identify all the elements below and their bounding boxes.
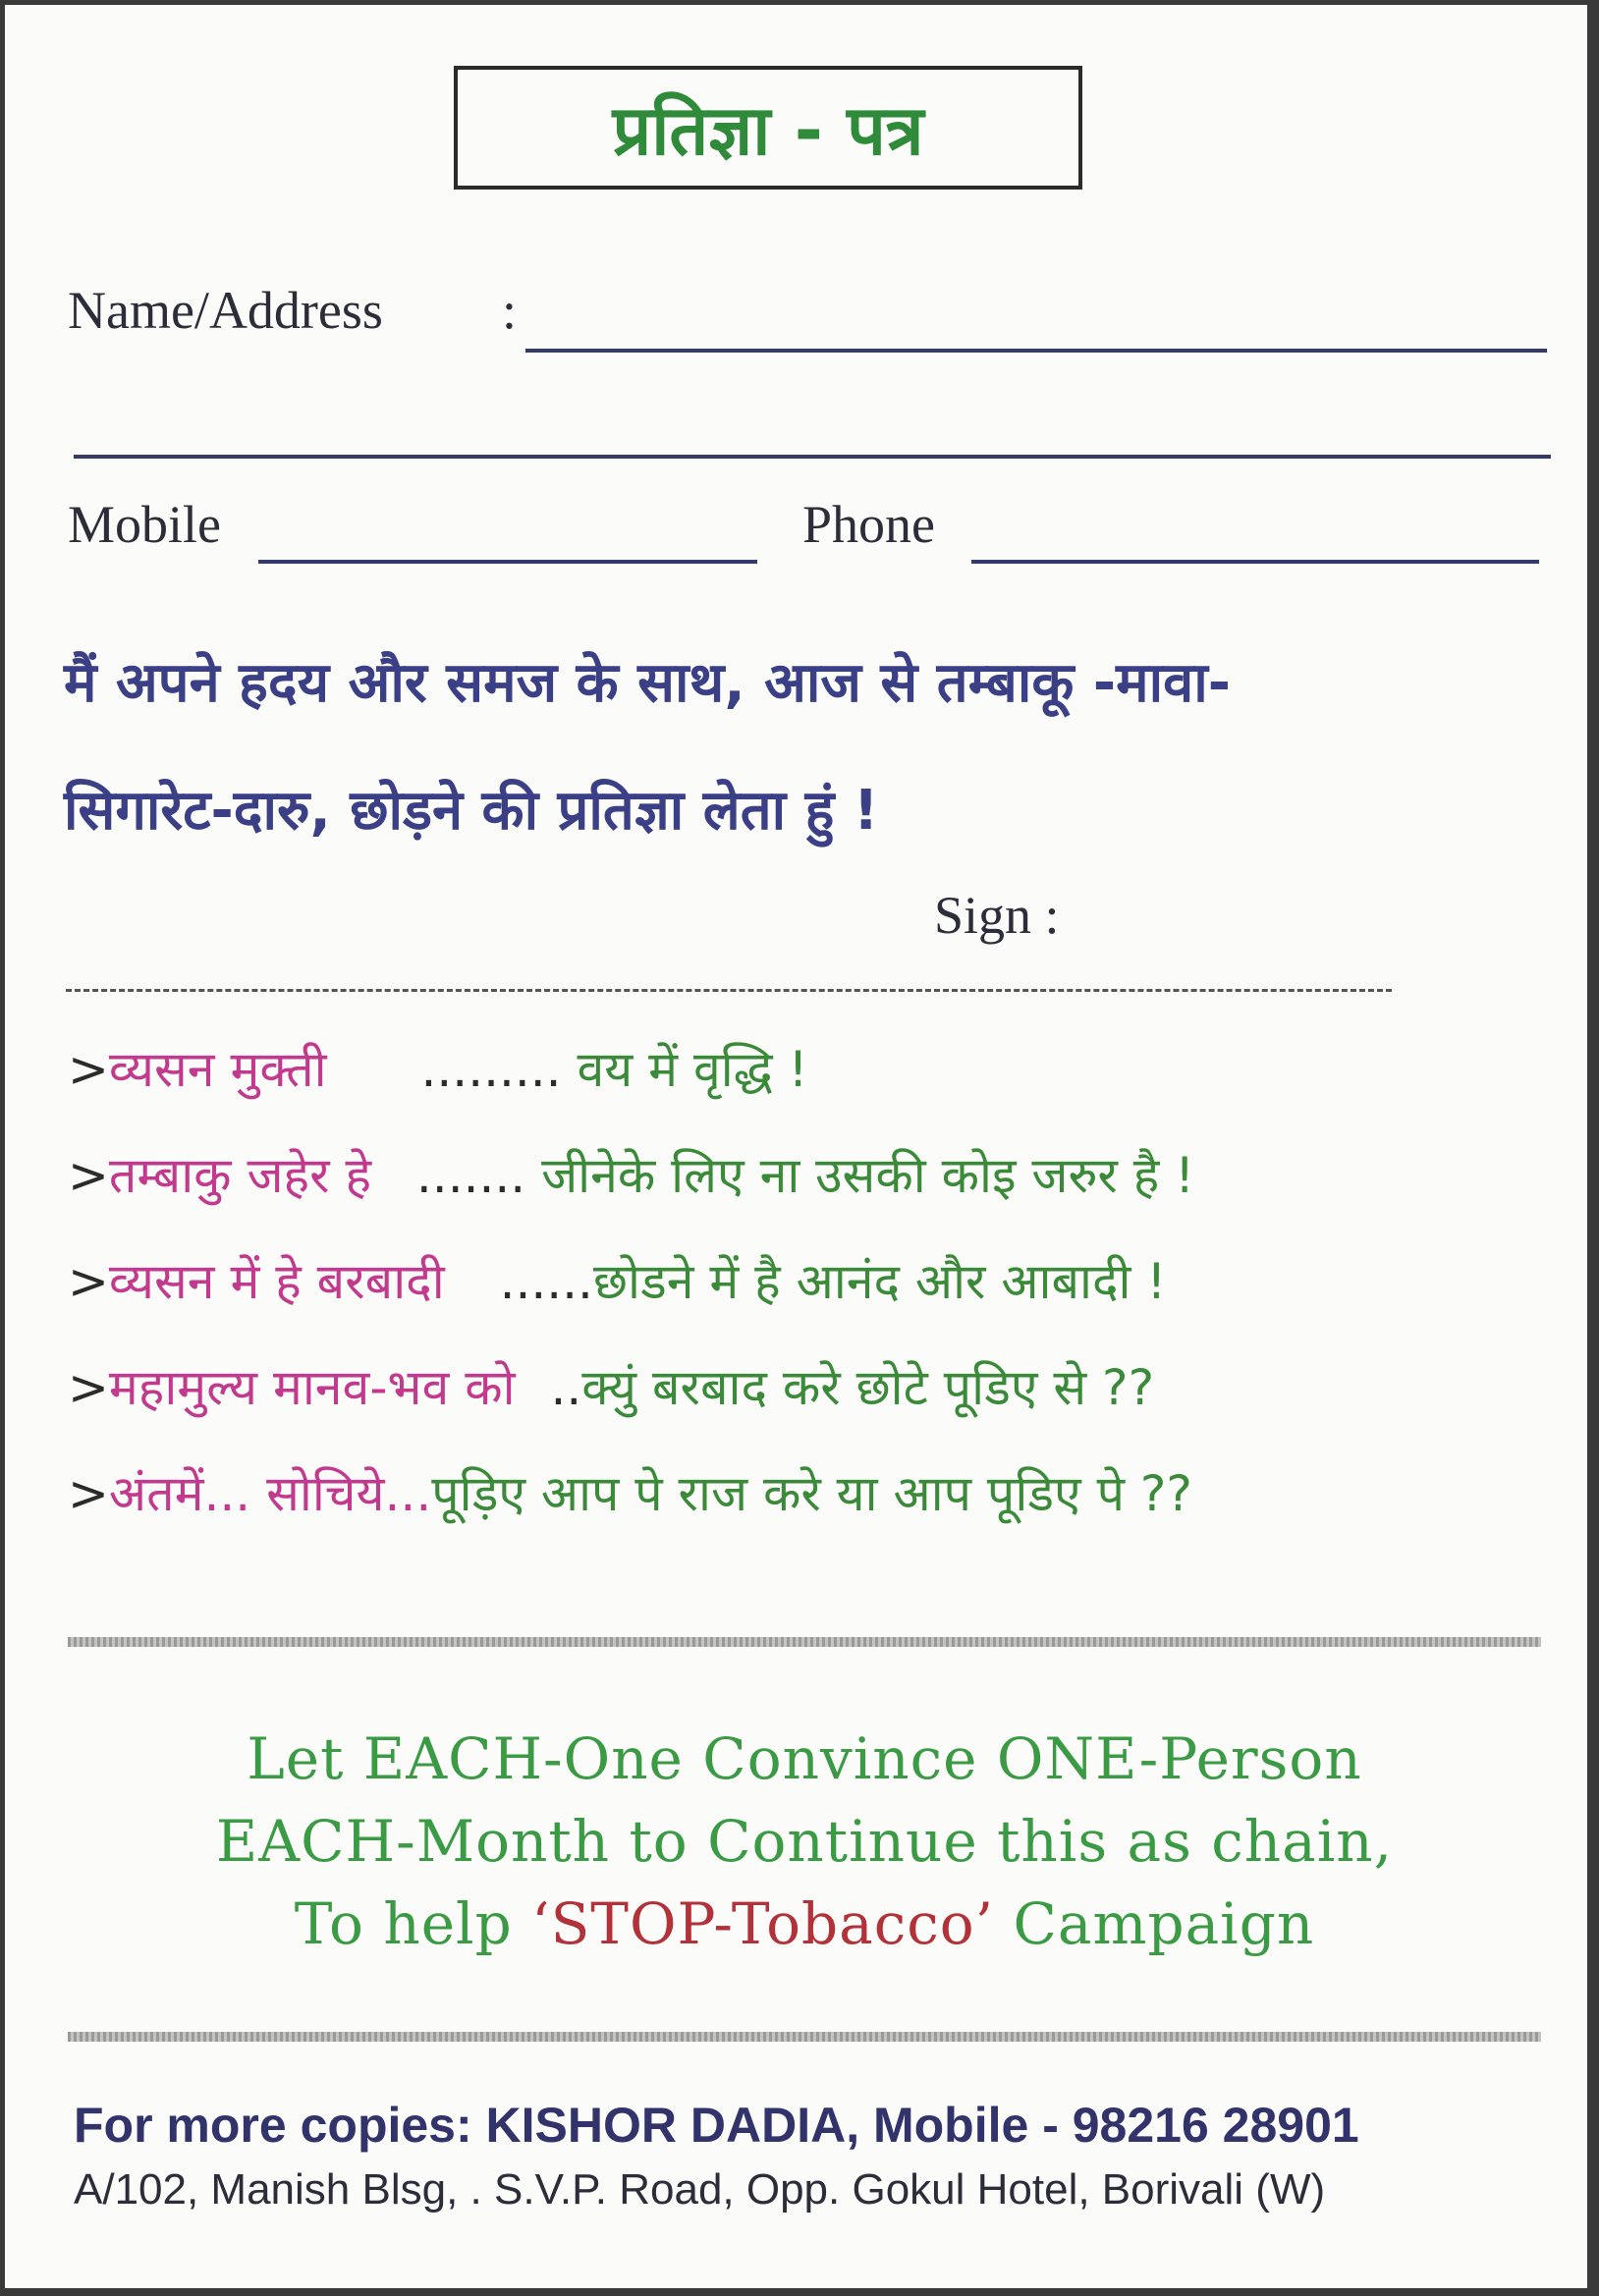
slogan-prefix: >: [68, 1041, 109, 1098]
page-title: प्रतिज्ञा - पत्र: [612, 90, 924, 171]
slogan-prefix: >: [68, 1465, 109, 1522]
divider-rule: [68, 1637, 1541, 1647]
slogan-dots: .........: [420, 1041, 562, 1098]
slogan-left: व्यसन मुक्ती: [108, 1041, 327, 1098]
campaign-line-1: Let EACH-One Convince ONE-Person: [247, 1725, 1362, 1792]
slogan-row: [68, 1246, 1541, 1313]
slogan-right: क्युं बरबाद करे छोटे पूडिए से ??: [581, 1359, 1155, 1416]
slogan-row: [68, 1140, 1541, 1207]
phone-label: Phone: [802, 495, 935, 554]
footer-contact: For more copies: KISHOR DADIA, Mobile - 98216 28901: [74, 2098, 1359, 2153]
slogan-row: [68, 1034, 1541, 1101]
campaign-text: Campaign: [1013, 1890, 1315, 1957]
slogan-row: [68, 1458, 1541, 1525]
slogan-right: छोडने में है आनंद और आबादी !: [592, 1253, 1167, 1310]
slogan-right: पूड़िए आप पे राज करे या आप पूडिए पे ??: [431, 1465, 1192, 1522]
footer-address: A/102, Manish Blsg, . S.V.P. Road, Opp. Gokul Hotel, Borivali (W): [74, 2165, 1326, 2214]
pledge-line-1: मैं अपने हदय और समज के साथ, आज से तम्बाकू -मावा-: [64, 651, 1231, 715]
slogan-left: अंतमें... सोचिये...: [108, 1465, 432, 1522]
title-box: [454, 66, 1082, 190]
campaign-line-3: [5, 1890, 1599, 1957]
slogan-left: व्यसन में हे बरबादी: [108, 1253, 445, 1310]
name-address-label: Name/Address: [68, 281, 383, 340]
slogan-left: तम्बाकु जहेर हे: [108, 1147, 371, 1204]
slogan-prefix: >: [68, 1359, 109, 1416]
name-address-field-line-2[interactable]: [74, 455, 1551, 459]
pledge-line-2: सिगारेट-दारु, छोड़ने की प्रतिज्ञा लेता हुं !: [64, 779, 879, 843]
slogan-right: वय में वृद्धि !: [577, 1041, 808, 1098]
name-address-colon: :: [502, 281, 518, 340]
cut-line-divider: [66, 989, 1392, 992]
campaign-highlight: ‘STOP-Tobacco’: [531, 1890, 995, 1957]
campaign-text: To help: [294, 1890, 513, 1957]
slogan-left: महामुल्य मानव-भव को: [108, 1359, 516, 1416]
slogan-right: जीनेके लिए ना उसकी कोइ जरुर है !: [541, 1147, 1195, 1204]
slogan-dots: .......: [415, 1147, 526, 1204]
slogan-prefix: >: [68, 1147, 109, 1204]
mobile-label: Mobile: [68, 495, 221, 554]
slogan-dots: ..: [550, 1359, 582, 1416]
divider-rule: [68, 2032, 1541, 2042]
sign-label: Sign :: [934, 886, 1060, 945]
campaign-line-2: EACH-Month to Continue this as chain,: [215, 1808, 1394, 1875]
mobile-field-line[interactable]: [258, 560, 757, 564]
phone-field-line[interactable]: [971, 560, 1539, 564]
slogan-prefix: >: [68, 1253, 109, 1310]
slogan-row: [68, 1352, 1541, 1419]
slogan-dots: ......: [499, 1253, 593, 1310]
name-address-field-line-1[interactable]: [525, 349, 1547, 353]
